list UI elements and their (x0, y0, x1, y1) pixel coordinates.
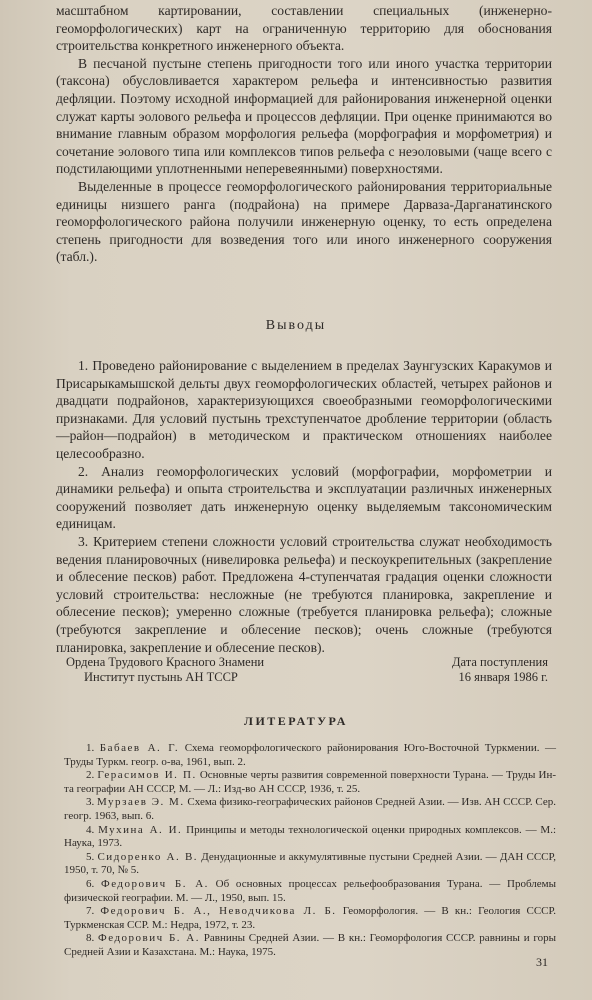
reference-list (64, 742, 556, 960)
reference-text: Схема геоморфологического районирования Юго-Восточной Туркмении. — Труды Туркм. геогр. о-ва, 1961, вып. 2. (64, 742, 556, 768)
reference-author: Федорович Б. А. (101, 877, 209, 890)
reference-text: Денудационные и аккумулятивные пустыни Средней Азии. — ДАН СССР, 1950, т. 70, № 5. (64, 850, 557, 877)
paragraph: В песчаной пустыне степень пригодности того или иного участка территории (таксона) обусловливается характером рельефа и интенсивностью развития дефляции. Поэтому исходной информацией для районирования инженерной оценки служат карты эолового рельефа и процессов дефляции. При оценке принимаются во внимание главным образом морфология рельефа (морфография и морфометрия) и сочетание эолового типа или комплексов типов рельефа с неэоловыми (чаще всего с подстилающими уплотненными неперевеянными) поверхностями. (56, 55, 552, 177)
reference-text: Схема физико-географических районов Средней Азии. — Изв. АН СССР. Сер. геогр. 1963, вып. 6. (64, 796, 556, 822)
reference-item (64, 769, 556, 796)
reference-text: Равнины Средней Азии. — В кн.: Геоморфология СССР. равнины и горы Средней Азии и Казахстана. М.: Наука, 1975. (64, 932, 556, 958)
reference-author: Федорович Б. А. (98, 932, 200, 945)
reference-number: 4. (86, 823, 95, 836)
conclusions-list (56, 357, 552, 656)
received-value: 16 января 1986 г. (458, 670, 548, 684)
conclusion-item: 1. Проведено районирование с выделением в пределах Заунгузских Каракумов и Присарыкамышской дельты двух геоморфологических областей, четырех районов и двадцати подрайонов, характеризующихся своеобразными геоморфологическими признаками. Для условий пустынь трехступенчатое дробление территории (область—район—подрайон) в методическом и практическом отношениях наиболее целесообразно. (56, 358, 552, 461)
reference-item (64, 878, 556, 905)
reference-item (64, 796, 556, 823)
institution-signature (66, 655, 264, 685)
reference-text: Принципы и методы технологической оценки природных комплексов. — М.: Наука, 1973. (64, 823, 556, 850)
reference-author: Мурзаев Э. М. (97, 796, 185, 809)
reference-author: Герасимов И. П. (97, 769, 197, 782)
reference-number: 8. (86, 932, 95, 945)
reference-item (64, 851, 556, 878)
reference-author: Мухина А. И. (98, 823, 183, 836)
conclusion-item: 3. Критерием степени сложности условий строительства служат необходимость ведения планировочных (нивелировка рельефа) и пескоукрепительных (закрепление и облесение песков) работ. Предложена 4-ступенчатая градация оценки сложности условий строительства: несложные (не требуются планировка, закрепление и облесение песков); умеренно сложные (требуется планировка рельефа); сложные (требуются закрепление и облесение песков); очень сложные (требуются планировка, закрепление и облесение песков). (56, 533, 552, 655)
institution-line: Институт пустынь АН ТССР (84, 670, 238, 684)
conclusions-heading: Выводы (265, 318, 327, 333)
conclusion-item: 2. Анализ геоморфологических условий (морфографии, морфометрии и динамики рельефа) и опыта строительства и эксплуатации различных инженерных сооружений позволяет дать инженерную оценку выделяемым таксономическим единицам. (56, 463, 552, 532)
reference-item (64, 932, 556, 959)
institution-line: Ордена Трудового Красного Знамени (66, 655, 265, 669)
paragraph: Выделенные в процессе геоморфологического районирования территориальные единицы низшего ранга (подрайона) на примере Дарваза-Дарганатинского геоморфологического района получили инженерную оценку, то есть определена степень пригодности для возведения того или иного инженерного сооружения (табл.). (56, 178, 552, 265)
reference-number: 5. (86, 850, 95, 863)
received-label: Дата поступления (452, 655, 548, 669)
reference-text: Геоморфология. — В кн.: Геология СССР. Туркменская ССР. М.: Недра, 1972, т. 23. (64, 905, 556, 931)
literature-heading: ЛИТЕРАТУРА (244, 714, 348, 728)
reference-author: Федорович Б. А., Неводчикова Л. Б. (100, 905, 337, 918)
reference-item (64, 905, 556, 932)
reference-number: 7. (86, 905, 95, 918)
received-date (452, 655, 548, 685)
paragraph-continued: масштабном картировании, составлении специальных (инженерно-геоморфологических) карт на ограниченную территорию для обоснования строительства конкретного инженерного объекта. (56, 3, 552, 54)
reference-number: 3. (86, 796, 95, 809)
reference-author: Сидоренко А. В. (97, 850, 199, 863)
reference-item (64, 742, 556, 769)
reference-number: 6. (86, 877, 95, 890)
page-number: 31 (536, 955, 548, 969)
intro-text (56, 2, 552, 266)
reference-text: Об основных процессах рельефообразования Турана. — Проблемы физической географии. М. — Л., 1950, вып. 15. (64, 877, 556, 904)
reference-text: Основные черты развития современной поверхности Турана. — Труды Ин-та географии АН СССР, М. — Л.: Изд-во АН СССР, 1936, т. 25. (64, 769, 557, 795)
reference-number: 2. (86, 769, 95, 782)
reference-number: 1. (86, 742, 95, 754)
reference-author: Бабаев А. Г. (99, 742, 180, 754)
reference-item (64, 824, 556, 851)
